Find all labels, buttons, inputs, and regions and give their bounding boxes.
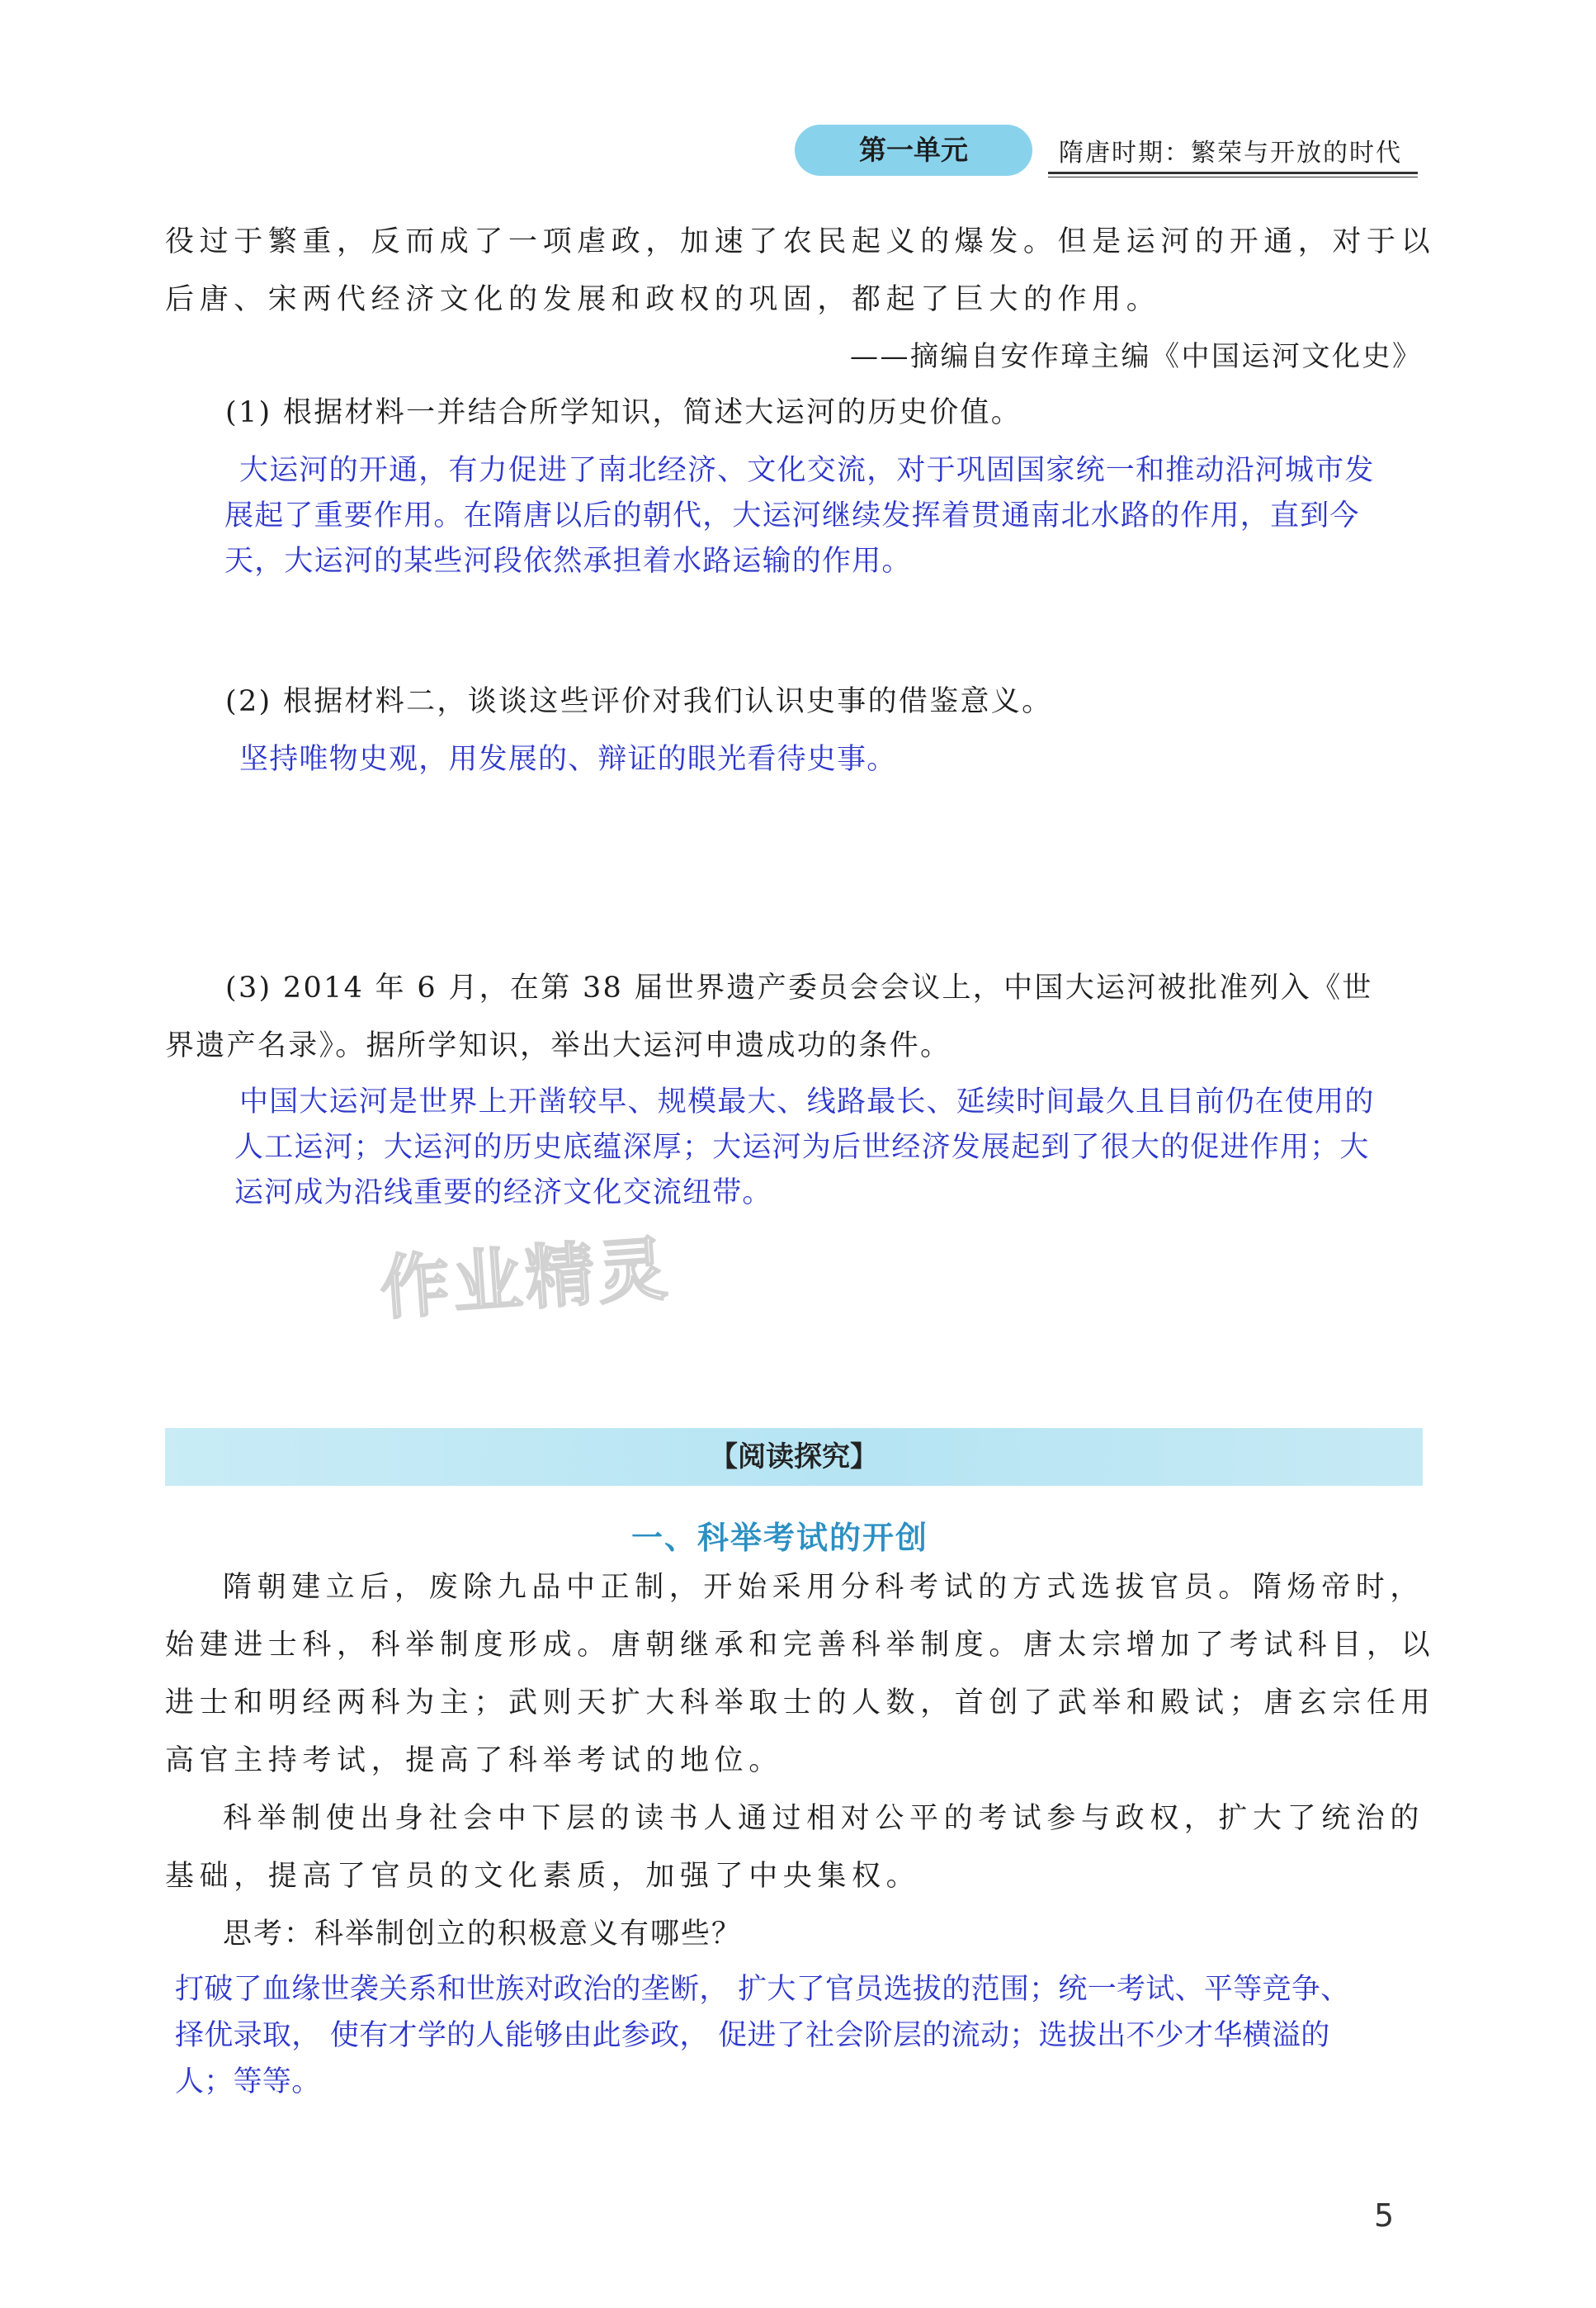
think-prompt: 思考：科举制创立的积极意义有哪些？ [223,1918,743,1951]
citation: ——摘编自安作璋主编《中国运河文化史》 [850,340,1423,373]
paragraph-line: 高官主持考试，提高了科举考试的地位。 [165,1744,783,1777]
answer-line: 人工运河；大运河的历史底蕴深厚；大运河为后世经济发展起到了很大的促进作用；大 [234,1131,1370,1164]
unit-badge: 第一单元 [795,125,1032,176]
answer-line: 人；等等。 [175,2065,321,2098]
answer-line: 择优录取， 使有才学的人能够由此参政， 促进了社会阶层的流动；选拔出不少才华横溢的 [175,2019,1330,2052]
answer-line: 大运河的开通，有力促进了南北经济、文化交流，对于巩固国家统一和推动沿河城市发 [239,454,1375,487]
answer-line: 天，大运河的某些河段依然承担着水路运输的作用。 [224,545,912,578]
reading-banner [165,1428,1423,1486]
question-2-prompt: (2) 根据材料二，谈谈这些评价对我们认识史事的借鉴意义。 [225,685,1053,718]
paragraph-line: 基础，提高了官员的文化素质，加强了中央集权。 [165,1860,921,1893]
page-number: 5 [1374,2197,1395,2234]
header-rule [1048,172,1418,174]
paragraph-line: 役过于繁重，反而成了一项虐政，加速了农民起义的爆发。但是运河的开通，对于以 [165,225,1436,258]
paragraph-line: 始建进士科，科举制度形成。唐朝继承和完善科举制度。唐太宗增加了考试科目，以 [165,1629,1436,1662]
section-heading: 一、科举考试的开创 [631,1520,929,1556]
answer-line: 打破了血缘世袭关系和世族对政治的垄断， 扩大了官员选拔的范围；统一考试、平等竞争、 [175,1973,1350,2006]
watermark: 作业精灵 [377,1227,673,1330]
reading-banner-label: 【阅读探究】 [710,1440,878,1473]
chapter-title: 隋唐时期：繁荣与开放的时代 [1059,139,1402,168]
answer-line: 运河成为沿线重要的经济文化交流纽带。 [234,1176,772,1209]
paragraph-line: 科举制使出身社会中下层的读书人通过相对公平的考试参与政权，扩大了统治的 [223,1802,1425,1835]
question-3-prompt: 界遗产名录》。据所学知识，举出大运河申遗成功的条件。 [165,1029,951,1062]
question-1-prompt: (1) 根据材料一并结合所学知识，简述大运河的历史价值。 [225,396,1022,429]
question-3-prompt: (3) 2014 年 6 月，在第 38 届世界遗产委员会会议上，中国大运河被批准列入《世 [225,972,1373,1005]
paragraph-line: 后唐、宋两代经济文化的发展和政权的巩固，都起了巨大的作用。 [165,283,1161,316]
answer-line: 中国大运河是世界上开凿较早、规模最大、线路最长、延续时间最久且目前仍在使用的 [239,1085,1375,1119]
paragraph-line: 进士和明经两科为主；武则天扩大科举取士的人数，首创了武举和殿试；唐玄宗任用 [165,1686,1436,1719]
answer-line: 坚持唯物史观，用发展的、辩证的眼光看待史事。 [239,743,897,776]
answer-line: 展起了重要作用。在隋唐以后的朝代，大运河继续发挥着贯通南北水路的作用，直到今 [224,499,1360,532]
paragraph-line: 隋朝建立后，废除九品中正制，开始采用分科考试的方式选拔官员。隋炀帝时， [223,1571,1425,1604]
